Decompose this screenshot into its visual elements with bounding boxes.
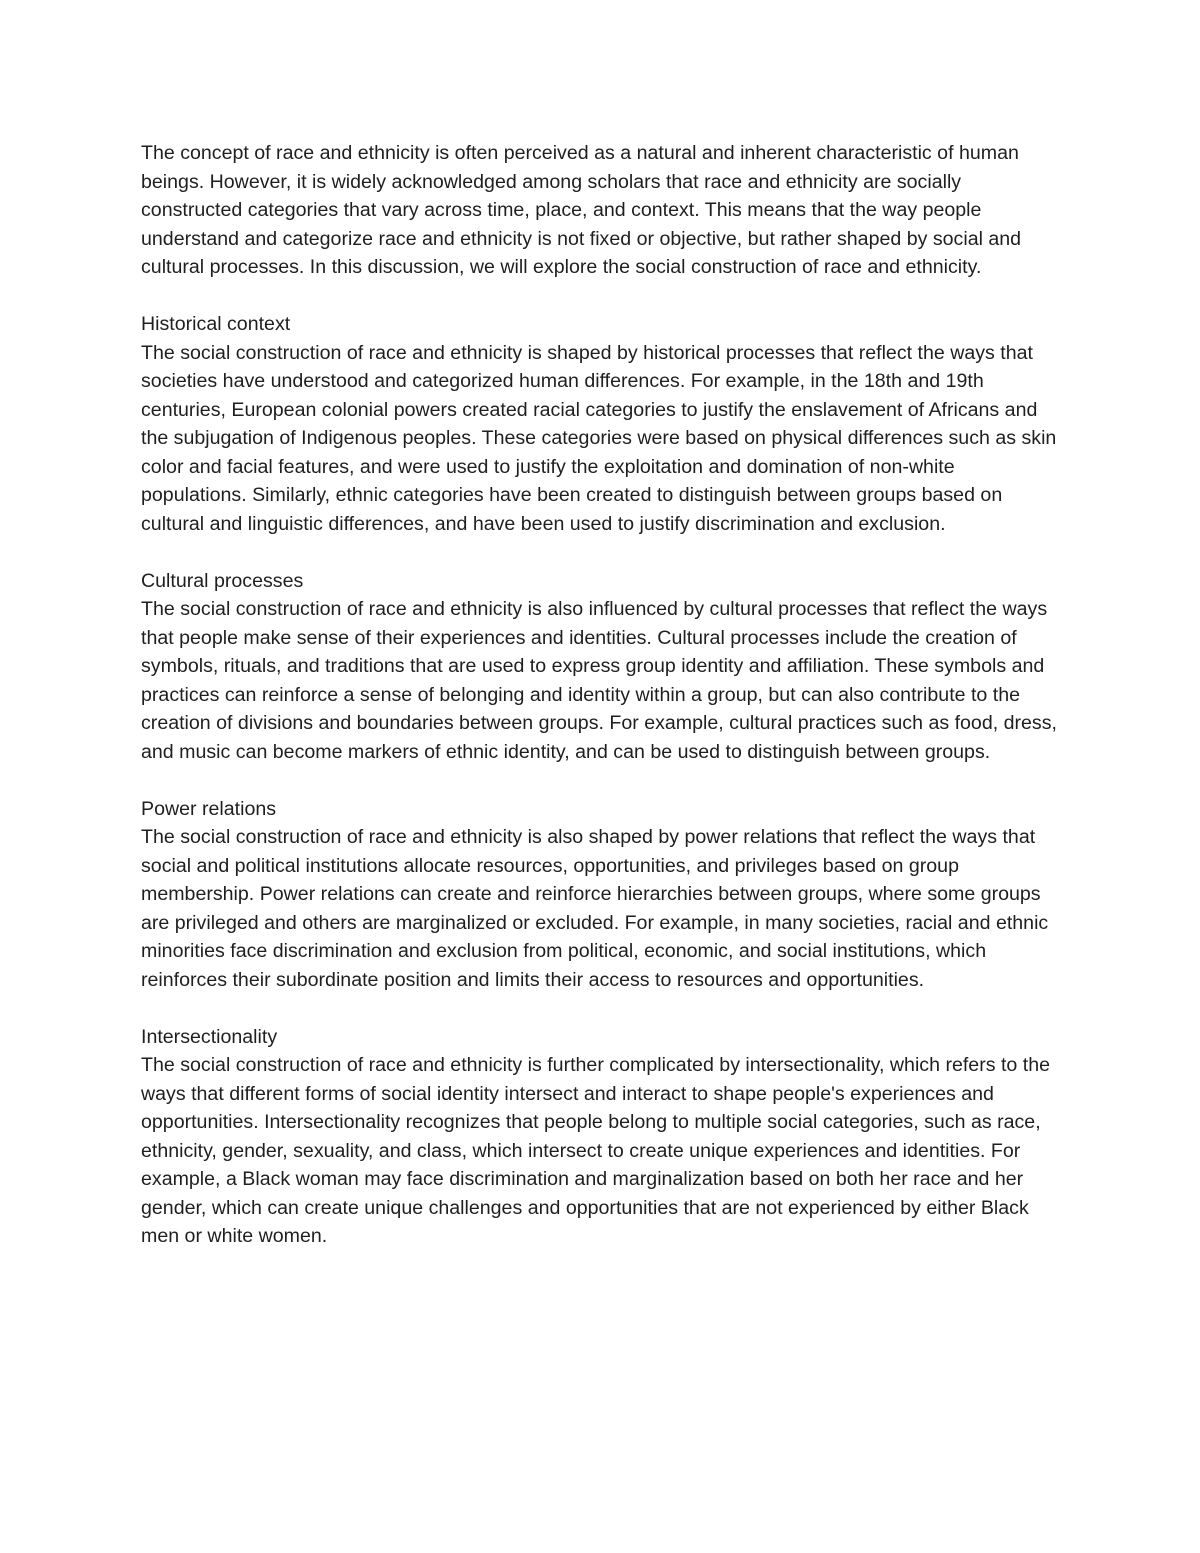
document-page	[141, 139, 1061, 1251]
section-power-relations	[141, 795, 1061, 995]
section-heading: Cultural processes	[141, 569, 304, 592]
section-heading: Historical context	[141, 313, 291, 335]
section-intersectionality	[141, 1023, 1061, 1251]
section-paragraph: The social construction of race and ethnicity is also shaped by power relations that reflect the ways that social and political institutions allocate resources, opportunities, and privileges based on group membership. Power relations can create and reinforce hierarchies between groups, where some groups are privileged and others are marginalized or excluded. For example, in many societies, racial and ethnic minorities face discrimination and exclusion from political, economic, and social institutions, which reinforces their subordinate position and limits their access to resources and opportunities.	[141, 826, 1049, 991]
section-heading: Power relations	[141, 797, 277, 820]
section-historical-context	[141, 310, 1061, 538]
intro-paragraph: The concept of race and ethnicity is often perceived as a natural and inherent characteristic of human beings. However, it is widely acknowledged among scholars that race and ethnicity are socially constructed categories that vary across time, place, and context. This means that the way people understand and categorize race and ethnicity is not fixed or objective, but rather shaped by social and cultural processes. In this discussion, we will explore the social construction of race and ethnicity.	[141, 142, 1022, 278]
section-paragraph: The social construction of race and ethnicity is shaped by historical processes that reflect the ways that societies have understood and categorized human differences. For example, in the 18th and 19th centuries, European colonial powers created racial categories to justify the enslavement of Africans and the subjugation of Indigenous peoples. These categories were based on physical differences such as skin color and facial features, and were used to justify the exploitation and domination of non-white populations. Similarly, ethnic categories have been created to distinguish between groups based on cultural and linguistic differences, and have been used to justify discrimination and exclusion.	[141, 341, 1057, 535]
section-heading: Intersectionality	[141, 1025, 278, 1048]
section-paragraph: The social construction of race and ethnicity is also influenced by cultural processes that reflect the ways that people make sense of their experiences and identities. Cultural processes include the creation of symbols, rituals, and traditions that are used to express group identity and affiliation. These symbols and practices can reinforce a sense of belonging and identity within a group, but can also contribute to the creation of divisions and boundaries between groups. For example, cultural practices such as food, dress, and music can become markers of ethnic identity, and can be used to distinguish between groups.	[141, 598, 1057, 763]
section-paragraph: The social construction of race and ethnicity is further complicated by intersectionality, which refers to the ways that different forms of social identity intersect and interact to shape people's experiences and opportunities. Intersectionality recognizes that people belong to multiple social categories, such as race, ethnicity, gender, sexuality, and class, which intersect to create unique experiences and identities. For example, a Black woman may face discrimination and marginalization based on both her race and her gender, which can create unique challenges and opportunities that are not experienced by either Black men or white women.	[141, 1054, 1050, 1247]
section-cultural-processes	[141, 567, 1061, 767]
